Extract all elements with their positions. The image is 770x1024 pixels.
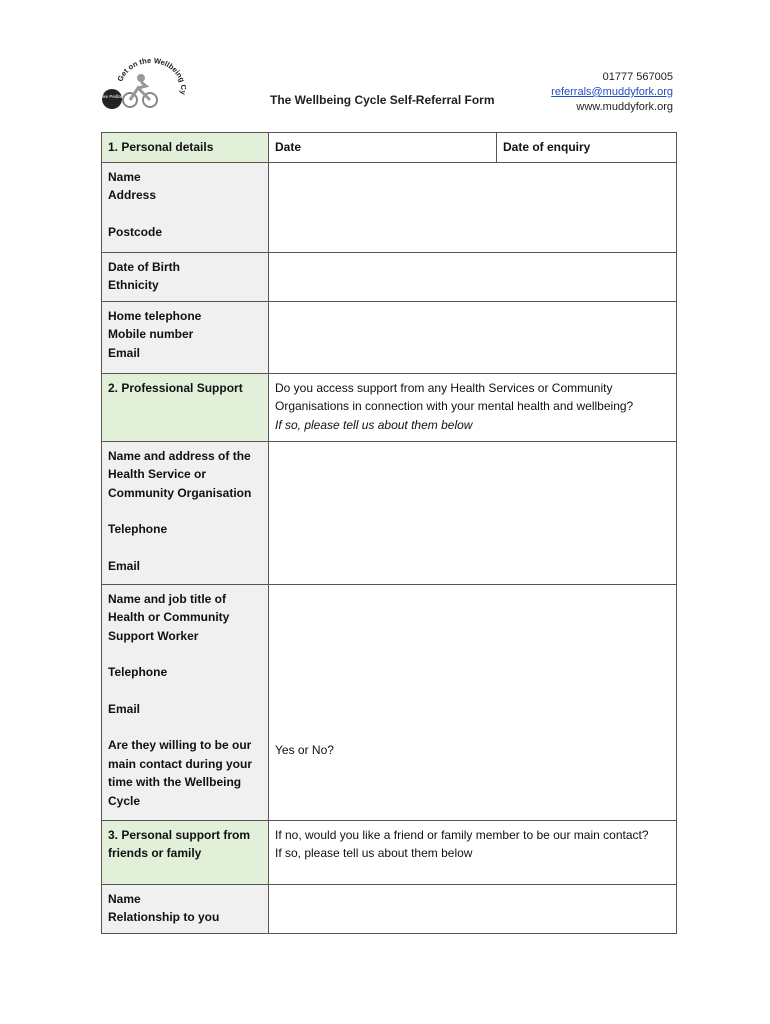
date-of-enquiry-field[interactable]: Date of enquiry [497, 133, 677, 163]
professional-support-text: Do you access support from any Health Services or Community Organisations in connection with your mental health and wellbeing? [275, 380, 634, 413]
main-contact-label: Are they willing to be our main contact during your time with the Wellbeing Cycle [108, 738, 253, 808]
form-title: The Wellbeing Cycle Self-Referral Form [270, 93, 495, 107]
health-service-email-label: Email [108, 558, 141, 573]
support-worker-labels [102, 584, 269, 820]
date-field[interactable]: Date [269, 133, 497, 163]
health-service-labels [102, 441, 269, 584]
section-professional-support: 2. Professional Support [102, 373, 269, 441]
contact-details [551, 70, 673, 115]
support-worker-telephone-label: Telephone [108, 665, 168, 679]
postcode-label: Postcode [108, 224, 163, 239]
health-service-telephone-label: Telephone [108, 522, 168, 536]
friend-name-label: Name [108, 891, 141, 906]
name-address-labels [102, 162, 269, 252]
name-address-input[interactable] [269, 162, 677, 252]
personal-support-note: If so, please tell us about them below [275, 846, 473, 860]
logo-badge-text: Bike Pedlars [100, 94, 125, 99]
dob-ethnicity-input[interactable] [269, 252, 677, 301]
yes-no-prompt: Yes or No? [275, 742, 334, 757]
email-label: Email [108, 345, 141, 360]
dob-ethnicity-labels [102, 252, 269, 301]
address-label: Address [108, 188, 157, 202]
name-label: Name [108, 169, 141, 184]
wellbeing-cycle-logo [100, 52, 186, 116]
email-link[interactable]: referrals@muddyfork.org [551, 86, 673, 98]
section-personal-details: 1. Personal details [102, 133, 269, 163]
health-service-input[interactable] [269, 441, 677, 584]
friend-input[interactable] [269, 884, 677, 933]
support-worker-name-label: Name and job title of Health or Community Support Worker [108, 591, 230, 643]
phone-number: 01777 567005 [602, 71, 673, 83]
referral-form-table [101, 132, 677, 934]
support-worker-input[interactable] [269, 584, 677, 820]
logo-arc-text: Get on the Wellbeing [115, 55, 186, 84]
website-text: www.muddyfork.org [576, 101, 673, 113]
professional-support-question [269, 373, 677, 441]
professional-support-note: If so, please tell us about them below [275, 417, 473, 432]
personal-support-question [269, 820, 677, 884]
dob-label: Date of Birth [108, 259, 180, 274]
home-telephone-label: Home telephone [108, 308, 202, 323]
section-personal-support: 3. Personal support from friends or family [102, 820, 269, 884]
friend-labels [102, 884, 269, 933]
phone-email-labels [102, 301, 269, 373]
health-service-name-label: Name and address of the Health Service or Community Organisation [108, 448, 252, 500]
ethnicity-label: Ethnicity [108, 278, 159, 292]
support-worker-email-label: Email [108, 701, 141, 716]
relationship-label: Relationship to you [108, 910, 220, 924]
mobile-number-label: Mobile number [108, 327, 194, 341]
phone-email-input[interactable] [269, 301, 677, 373]
personal-support-text: If no, would you like a friend or family member to be our main contact? [275, 827, 649, 842]
